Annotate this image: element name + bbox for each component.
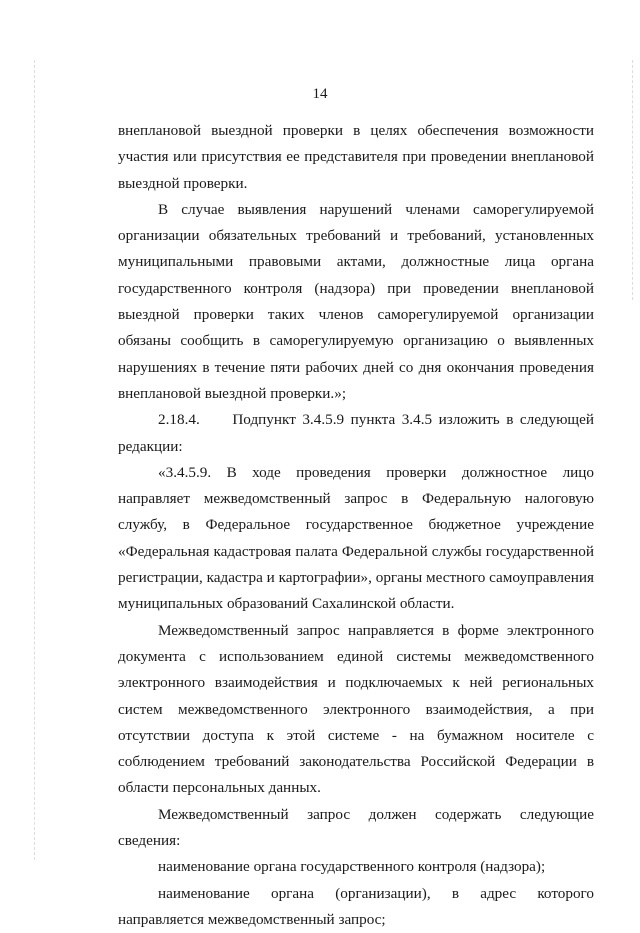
paragraph-amendment-heading: 2.18.4. Подпункт 3.4.5.9 пункта 3.4.5 изложить в следующей редакции: xyxy=(118,411,594,455)
paragraph-request-contents: Межведомственный запрос должен содержать следующие сведения: xyxy=(118,805,594,850)
document-body xyxy=(118,118,594,933)
page-number: 14 xyxy=(312,86,328,102)
list-item-recipient: наименование органа (организации), в адрес которого направляется межведомственный запрос; xyxy=(118,884,594,928)
paragraph-continuation: внеплановой выездной проверки в целях обеспечения возможности участия или присутствия ее представителя при проведении внеплановой выездной проверки. xyxy=(118,122,594,192)
list-item-control-body: наименование органа государственного контроля (надзора); xyxy=(158,858,546,876)
scan-edge-left xyxy=(34,60,36,860)
paragraph-interagency-request: «3.4.5.9. В ходе проведения проверки должностное лицо направляет межведомственный запрос в Федеральную налоговую службу, в Федеральное государственное бюджетное учреждение «Федеральная кадастровая палата Федеральной службы государственной регистрации, кадастра и картографии», органы местного самоуправления муниципальных образований Сахалинской области. xyxy=(118,463,594,613)
paragraph-violations: В случае выявления нарушений членами саморегулируемой организации обязательных требований и требований, установленных муниципальными правовыми актами, должностные лица органа государственного контроля (надзора) при проведении внеплановой выездной проверки таких членов саморегулируемой организации обязаны сообщить в саморегулируемую организацию о выявленных нарушениях в течение пяти рабочих дней со дня окончания проведения внеплановой выездной проверки.»; xyxy=(118,200,594,402)
paragraph-electronic-form: Межведомственный запрос направляется в форме электронного документа с использованием единой системы межведомственного электронного взаимодействия и подключаемых к ней региональных систем межведомственного электронного взаимодействия, а при отсутствии доступа к этой системе - на бумажном носителе с соблюдением требований законодательства Российской Федерации в области персональных данных. xyxy=(118,621,594,797)
